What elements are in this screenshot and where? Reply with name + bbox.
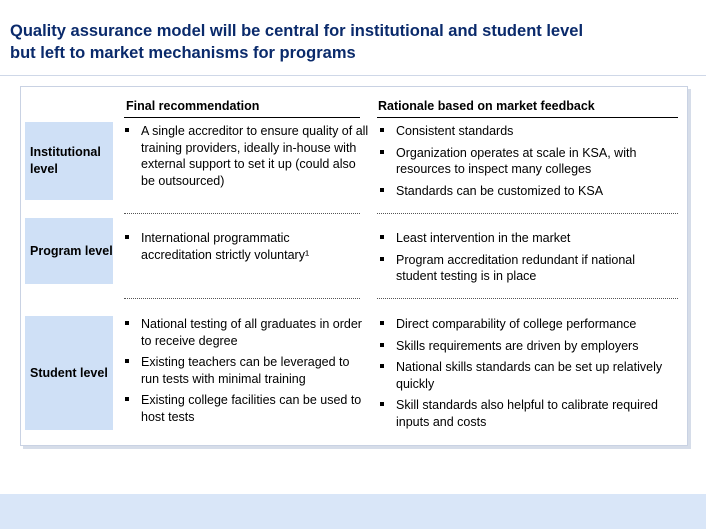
bullet-icon (380, 150, 384, 154)
list-item: National skills standards can be set up relatively quickly (379, 359, 679, 392)
list-item: Consistent standards (379, 123, 679, 140)
title-divider (0, 75, 706, 76)
title-line-2: but left to market mechanisms for programs (10, 44, 356, 62)
bullet-icon (380, 188, 384, 192)
row-label-institutional: Institutional level (25, 122, 113, 200)
row-label-program: Program level (25, 218, 113, 284)
row-separator (377, 298, 678, 299)
list-item: Skills requirements are driven by employers (379, 338, 679, 355)
row-separator (124, 298, 360, 299)
bullet-icon (380, 257, 384, 261)
bullet-icon (125, 397, 129, 401)
list-item: Organization operates at scale in KSA, with resources to inspect many colleges (379, 145, 679, 178)
bullet-icon (380, 128, 384, 132)
bullet-icon (380, 402, 384, 406)
row-label-student: Student level (25, 316, 113, 430)
bullet-icon (125, 321, 129, 325)
column-header-rationale: Rationale based on market feedback (378, 99, 595, 113)
list-item: Existing college facilities can be used to host tests (124, 392, 364, 425)
list-item: National testing of all graduates in order to receive degree (124, 316, 364, 349)
row-separator (377, 213, 678, 214)
recommendation-cell-program (124, 230, 354, 268)
list-item: Program accreditation redundant if national student testing is in place (379, 252, 679, 285)
column-header-rule-rationale (377, 117, 678, 118)
recommendation-cell-student (124, 316, 364, 430)
bullet-icon (125, 128, 129, 132)
rationale-cell-program (379, 230, 679, 290)
list-item: Standards can be customized to KSA (379, 183, 679, 200)
page-title (10, 20, 700, 64)
title-line-1: Quality assurance model will be central for institutional and student level (10, 22, 584, 40)
list-item: A single accreditor to ensure quality of all training providers, ideally in-house with external support to set it up (could also be outsourced) (124, 123, 369, 189)
column-header-recommendation: Final recommendation (126, 99, 260, 113)
list-item: Existing teachers can be leveraged to run tests with minimal training (124, 354, 364, 387)
bullet-icon (125, 359, 129, 363)
row-separator (124, 213, 360, 214)
column-header-rule-recommendation (124, 117, 360, 118)
list-item: Skill standards also helpful to calibrate required inputs and costs (379, 397, 679, 430)
bullet-icon (125, 235, 129, 239)
bullet-icon (380, 364, 384, 368)
list-item: Least intervention in the market (379, 230, 679, 247)
rationale-cell-institutional (379, 123, 679, 204)
bullet-icon (380, 321, 384, 325)
bullet-icon (380, 343, 384, 347)
recommendation-cell-institutional (124, 123, 369, 194)
footer-band (0, 494, 706, 529)
rationale-cell-student (379, 316, 679, 435)
bullet-icon (380, 235, 384, 239)
list-item: Direct comparability of college performance (379, 316, 679, 333)
list-item: International programmatic accreditation strictly voluntary¹ (124, 230, 354, 263)
